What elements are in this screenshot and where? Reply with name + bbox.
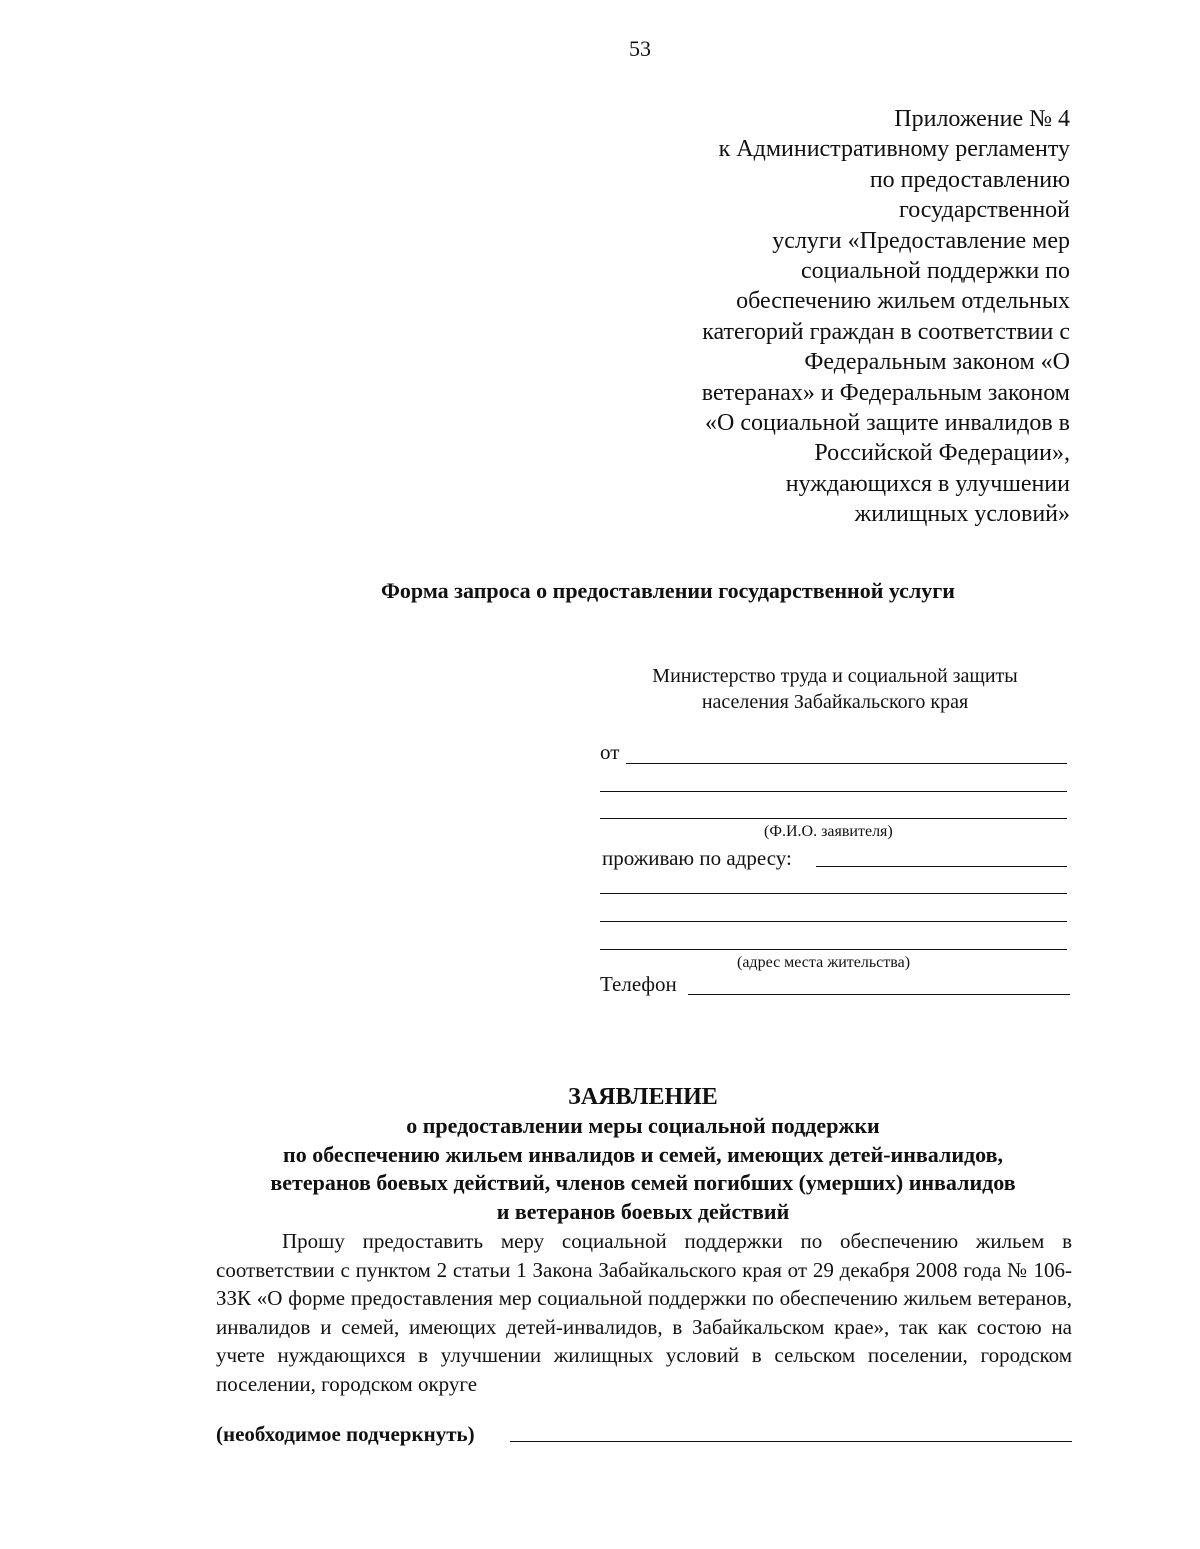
phone-field-line[interactable]	[688, 994, 1070, 995]
name-caption: (Ф.И.О. заявителя)	[764, 823, 893, 840]
statement-subtitle-line: ветеранов боевых действий, членов семей погибших (умерших) инвалидов	[270, 1170, 1016, 1195]
appendix-line: к Административному регламенту	[718, 136, 1070, 163]
statement-heading: ЗАЯВЛЕНИЕ	[568, 1084, 718, 1110]
statement-title-block	[0, 1082, 1200, 1226]
appendix-line: по предоставлению	[869, 166, 1070, 193]
address-field-line-3[interactable]	[600, 921, 1067, 922]
appendix-line: «О социальной защите инвалидов в	[704, 410, 1070, 437]
appendix-line: категорий граждан в соответствии с	[702, 318, 1070, 345]
address-field-line-1[interactable]	[816, 866, 1067, 867]
appendix-line: жилищных условий»	[854, 501, 1070, 528]
appendix-line: государственной	[898, 197, 1070, 224]
address-field-line-2[interactable]	[600, 893, 1067, 894]
statement-subtitle-line: и ветеранов боевых действий	[496, 1198, 790, 1224]
statement-subtitle-line: по обеспечению жильем инвалидов и семей, имеющих детей-инвалидов,	[283, 1141, 1003, 1167]
appendix-line: услуги «Предоставление мер	[772, 227, 1070, 254]
appendix-line: социальной поддержки по	[801, 258, 1070, 285]
address-label: проживаю по адресу:	[602, 846, 792, 870]
statement-body	[216, 1227, 1072, 1399]
name-field-line-1[interactable]	[626, 763, 1067, 764]
phone-label: Телефон	[600, 972, 677, 996]
address-field-line-4[interactable]	[600, 949, 1067, 950]
page-number: 53	[629, 36, 651, 61]
name-field-line-2[interactable]	[600, 791, 1067, 792]
name-field-line-3[interactable]	[600, 818, 1067, 819]
underline-instruction: (необходимое подчеркнуть)	[216, 1422, 475, 1446]
address-caption: (адрес места жительства)	[737, 954, 911, 971]
appendix-line: нуждающихся в улучшении	[785, 470, 1070, 497]
addressee-block	[600, 663, 1070, 715]
appendix-line: ветеранах» и Федеральным законом	[701, 379, 1070, 406]
appendix-line: Российской Федерации»,	[814, 440, 1070, 467]
appendix-line: обеспечению жильем отдельных	[736, 288, 1070, 315]
addressee-line: населения Забайкальского края	[701, 691, 969, 713]
statement-subtitle-line: о предоставлении меры социальной поддержки	[406, 1113, 880, 1138]
appendix-line: Приложение № 4	[894, 106, 1070, 132]
appendix-line: Федеральным законом «О	[804, 349, 1070, 376]
settlement-field-line[interactable]	[510, 1441, 1072, 1442]
addressee-line: Министерство труда и социальной защиты	[652, 665, 1018, 687]
form-title: Форма запроса о предоставлении государственной услуги	[381, 578, 955, 603]
body-paragraph: Прошу предоставить меру социальной поддержки по обеспечению жильем в соответствии с пунктом 2 статьи 1 Закона Забайкальского края от 29 декабря 2008 года № 106-ЗЗК «О форме предоставления мер социальной поддержки по обеспечению жильем ветеранов, инвалидов и семей, имеющих детей-инвалидов, в Забайкальском крае», так как состою на учете нуждающихся в улучшении жилищных условий в сельском поселении, городском поселении, городском округе	[216, 1229, 1072, 1396]
appendix-header	[630, 104, 1070, 530]
from-label: от	[600, 740, 620, 764]
